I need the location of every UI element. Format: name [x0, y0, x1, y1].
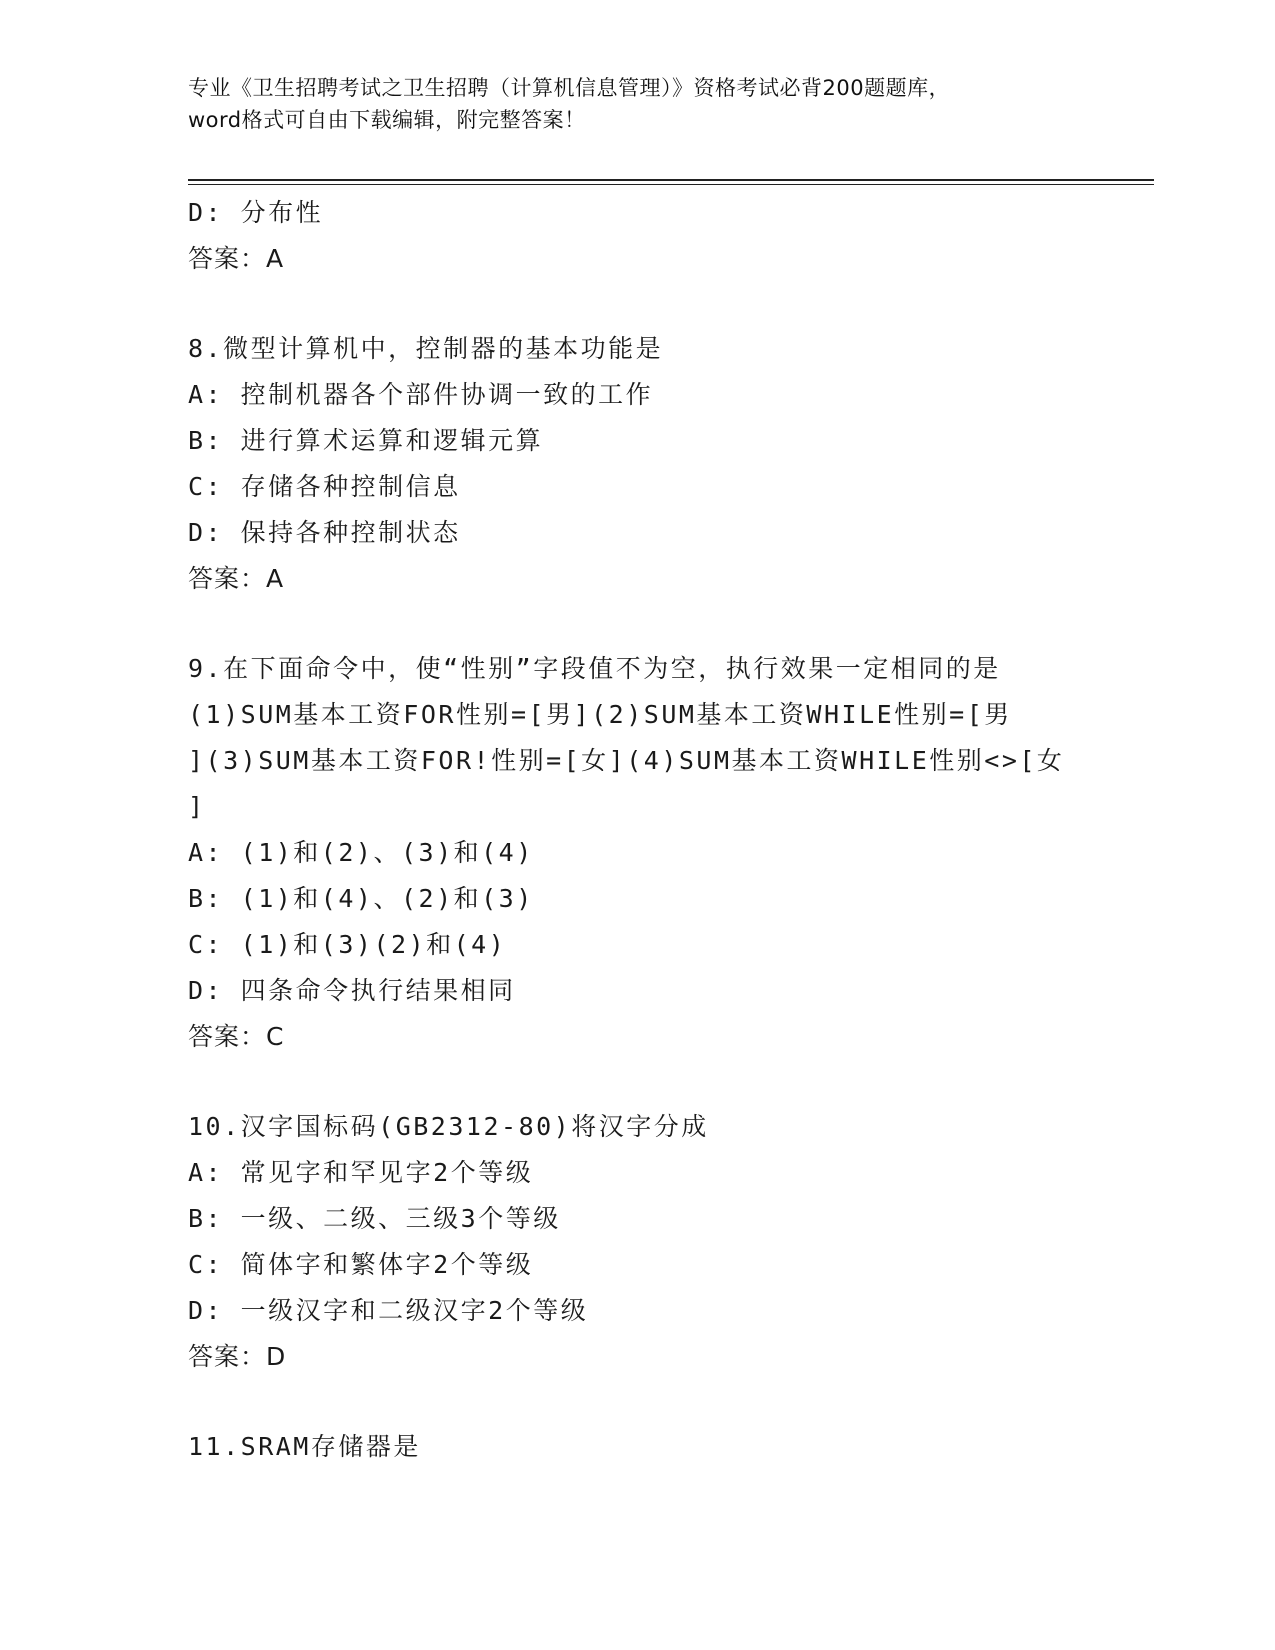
question-stem-line-4: ] [188, 792, 206, 821]
option-d: D: 一级汉字和二级汉字2个等级 [188, 1296, 589, 1325]
question-8 [188, 326, 1088, 602]
question-11 [188, 1424, 1088, 1470]
option-a: A: (1)和(2)、(3)和(4) [188, 838, 534, 867]
question-stem: 10.汉字国标码(GB2312-80)将汉字分成 [188, 1112, 709, 1141]
question-stem-line-2: (1)SUM基本工资FOR性别=[男](2)SUM基本工资WHILE性别=[男 [188, 700, 1012, 729]
question-7-tail [188, 190, 1088, 282]
option-c: C: 简体字和繁体字2个等级 [188, 1250, 534, 1279]
answer: 答案：D [188, 1342, 287, 1371]
header-divider [188, 179, 1154, 181]
header-title-line-2: word格式可自由下载编辑，附完整答案！ [188, 108, 586, 132]
document-header [188, 72, 1088, 136]
answer: 答案：A [188, 564, 285, 593]
answer: 答案：A [188, 244, 285, 273]
question-stem: 8.微型计算机中，控制器的基本功能是 [188, 334, 664, 363]
question-stem-line-1: 9.在下面命令中，使“性别”字段值不为空，执行效果一定相同的是 [188, 654, 1001, 683]
option-d: D: 分布性 [188, 198, 324, 227]
option-b: B: 一级、二级、三级3个等级 [188, 1204, 561, 1233]
header-divider-thin [188, 184, 1154, 185]
option-b: B: (1)和(4)、(2)和(3) [188, 884, 534, 913]
question-list [188, 190, 1088, 1470]
question-stem-line-3: ](3)SUM基本工资FOR!性别=[女](4)SUM基本工资WHILE性别<>[女 [188, 746, 1065, 775]
option-b: B: 进行算术运算和逻辑元算 [188, 426, 544, 455]
option-c: C: 存储各种控制信息 [188, 472, 461, 501]
answer: 答案：C [188, 1022, 285, 1051]
option-d: D: 四条命令执行结果相同 [188, 976, 516, 1005]
question-9 [188, 646, 1088, 1060]
option-d: D: 保持各种控制状态 [188, 518, 461, 547]
question-10 [188, 1104, 1088, 1380]
header-title-line-1: 专业《卫生招聘考试之卫生招聘（计算机信息管理）》资格考试必背200题题库， [188, 76, 951, 100]
option-a: A: 常见字和罕见字2个等级 [188, 1158, 534, 1187]
option-a: A: 控制机器各个部件协调一致的工作 [188, 380, 654, 409]
question-stem: 11.SRAM存储器是 [188, 1432, 421, 1461]
option-c: C: (1)和(3)(2)和(4) [188, 930, 507, 959]
